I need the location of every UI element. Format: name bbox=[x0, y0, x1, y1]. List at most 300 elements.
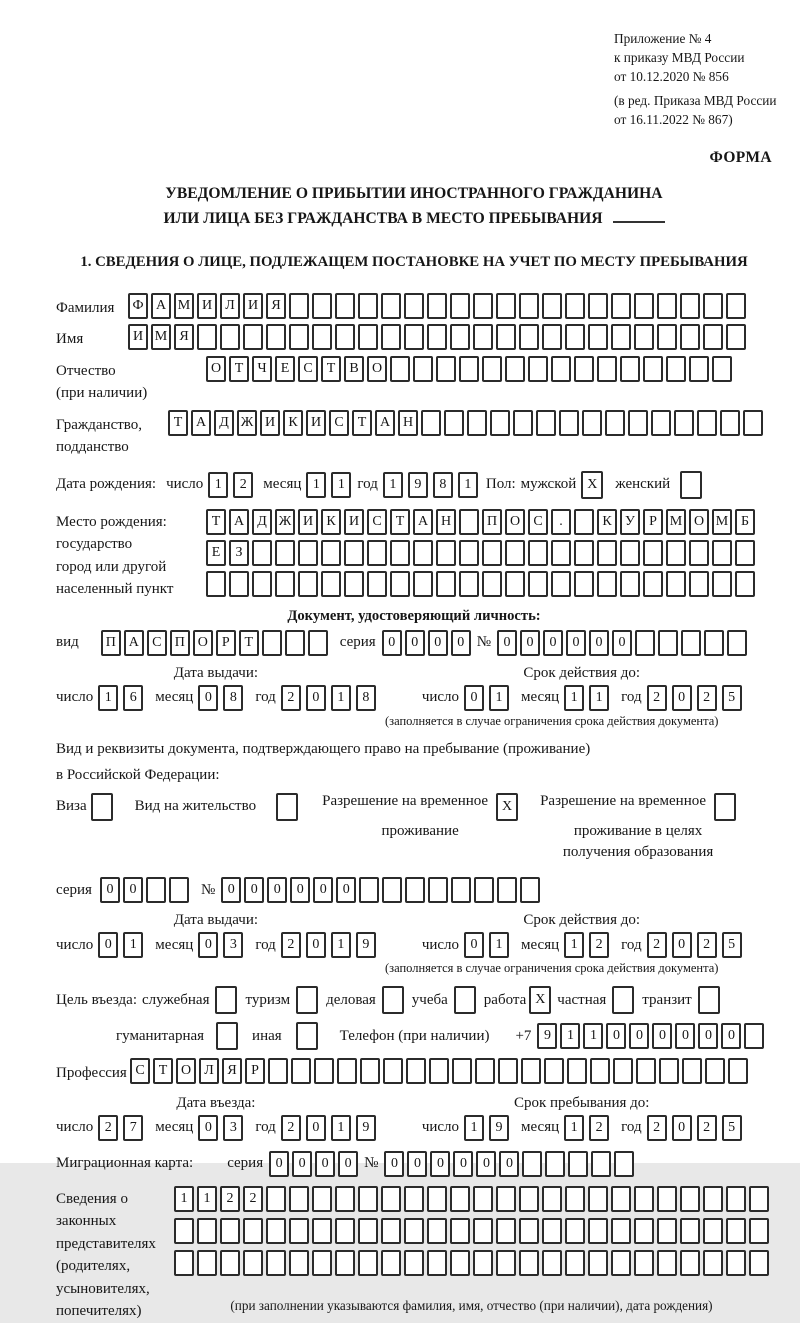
char-box[interactable] bbox=[406, 1058, 426, 1084]
char-box[interactable]: 8 bbox=[356, 685, 376, 711]
char-box[interactable] bbox=[520, 877, 540, 903]
char-box[interactable] bbox=[634, 324, 654, 350]
char-box[interactable] bbox=[229, 571, 249, 597]
char-box[interactable]: 0 bbox=[698, 1023, 718, 1049]
char-box[interactable] bbox=[312, 1250, 332, 1276]
char-box[interactable]: Ч bbox=[252, 356, 272, 382]
char-box[interactable]: Т bbox=[390, 509, 410, 535]
char-box[interactable] bbox=[467, 410, 487, 436]
char-box[interactable]: 2 bbox=[243, 1186, 263, 1212]
char-box[interactable] bbox=[243, 1218, 263, 1244]
char-box[interactable] bbox=[590, 1058, 610, 1084]
char-box[interactable]: 3 bbox=[223, 932, 243, 958]
char-box[interactable] bbox=[296, 1022, 318, 1050]
char-box[interactable]: 1 bbox=[98, 685, 118, 711]
char-box[interactable] bbox=[243, 1250, 263, 1276]
char-box[interactable] bbox=[404, 324, 424, 350]
char-box[interactable] bbox=[666, 571, 686, 597]
char-box[interactable]: 0 bbox=[721, 1023, 741, 1049]
char-box[interactable] bbox=[436, 540, 456, 566]
char-box[interactable] bbox=[735, 540, 755, 566]
char-box[interactable] bbox=[611, 324, 631, 350]
char-box[interactable] bbox=[383, 1058, 403, 1084]
char-box[interactable]: 2 bbox=[647, 685, 667, 711]
char-box[interactable] bbox=[544, 1058, 564, 1084]
char-box[interactable]: 1 bbox=[464, 1115, 484, 1141]
char-box[interactable]: 1 bbox=[383, 472, 403, 498]
char-box[interactable] bbox=[404, 1218, 424, 1244]
char-box[interactable] bbox=[620, 356, 640, 382]
char-box[interactable] bbox=[597, 571, 617, 597]
char-box[interactable] bbox=[405, 877, 425, 903]
char-box[interactable] bbox=[344, 540, 364, 566]
char-box[interactable] bbox=[289, 1186, 309, 1212]
char-box[interactable]: З bbox=[229, 540, 249, 566]
char-box[interactable]: 1 bbox=[564, 932, 584, 958]
char-box[interactable] bbox=[726, 324, 746, 350]
char-box[interactable] bbox=[146, 877, 166, 903]
char-box[interactable] bbox=[427, 293, 447, 319]
char-box[interactable] bbox=[381, 1218, 401, 1244]
char-box[interactable] bbox=[657, 1186, 677, 1212]
char-box[interactable] bbox=[427, 1186, 447, 1212]
char-box[interactable]: 1 bbox=[208, 472, 228, 498]
char-box[interactable] bbox=[698, 986, 720, 1014]
char-box[interactable]: 0 bbox=[382, 630, 402, 656]
char-box[interactable] bbox=[413, 571, 433, 597]
char-box[interactable]: О bbox=[176, 1058, 196, 1084]
char-box[interactable]: О bbox=[206, 356, 226, 382]
char-box[interactable] bbox=[634, 1218, 654, 1244]
char-box[interactable]: Б bbox=[735, 509, 755, 535]
char-box[interactable] bbox=[436, 571, 456, 597]
char-box[interactable]: 0 bbox=[338, 1151, 358, 1177]
char-box[interactable] bbox=[450, 1218, 470, 1244]
char-box[interactable] bbox=[519, 1250, 539, 1276]
char-box[interactable] bbox=[421, 410, 441, 436]
char-box[interactable]: 1 bbox=[489, 932, 509, 958]
char-box[interactable]: М bbox=[712, 509, 732, 535]
char-box[interactable] bbox=[574, 509, 594, 535]
char-box[interactable] bbox=[220, 1250, 240, 1276]
char-box[interactable] bbox=[473, 1218, 493, 1244]
char-box[interactable] bbox=[174, 1218, 194, 1244]
char-box[interactable] bbox=[289, 324, 309, 350]
char-box[interactable] bbox=[358, 293, 378, 319]
char-box[interactable] bbox=[404, 1250, 424, 1276]
char-box[interactable]: 2 bbox=[233, 472, 253, 498]
char-box[interactable]: 0 bbox=[428, 630, 448, 656]
char-box[interactable] bbox=[634, 1250, 654, 1276]
char-box[interactable]: 0 bbox=[499, 1151, 519, 1177]
char-box[interactable]: Я bbox=[222, 1058, 242, 1084]
char-box[interactable] bbox=[482, 356, 502, 382]
char-box[interactable] bbox=[360, 1058, 380, 1084]
char-box[interactable] bbox=[703, 293, 723, 319]
char-box[interactable] bbox=[496, 1186, 516, 1212]
char-box[interactable] bbox=[689, 540, 709, 566]
char-box[interactable] bbox=[473, 293, 493, 319]
char-box[interactable]: А bbox=[413, 509, 433, 535]
char-box[interactable]: 0 bbox=[629, 1023, 649, 1049]
char-box[interactable]: Т bbox=[352, 410, 372, 436]
char-box[interactable]: И bbox=[260, 410, 280, 436]
char-box[interactable]: 0 bbox=[430, 1151, 450, 1177]
char-box[interactable] bbox=[312, 1186, 332, 1212]
char-box[interactable] bbox=[266, 1218, 286, 1244]
char-box[interactable] bbox=[720, 410, 740, 436]
char-box[interactable] bbox=[620, 540, 640, 566]
char-box[interactable] bbox=[252, 571, 272, 597]
char-box[interactable] bbox=[298, 540, 318, 566]
char-box[interactable] bbox=[220, 324, 240, 350]
char-box[interactable] bbox=[427, 1250, 447, 1276]
char-box[interactable] bbox=[505, 540, 525, 566]
char-box[interactable] bbox=[551, 571, 571, 597]
char-box[interactable] bbox=[452, 1058, 472, 1084]
char-box[interactable]: 1 bbox=[331, 685, 351, 711]
char-box[interactable] bbox=[680, 471, 702, 499]
char-box[interactable] bbox=[321, 571, 341, 597]
char-box[interactable]: 1 bbox=[174, 1186, 194, 1212]
char-box[interactable] bbox=[726, 1218, 746, 1244]
char-box[interactable]: М bbox=[151, 324, 171, 350]
char-box[interactable] bbox=[266, 324, 286, 350]
char-box[interactable]: 0 bbox=[267, 877, 287, 903]
char-box[interactable] bbox=[749, 1186, 769, 1212]
char-box[interactable]: О bbox=[689, 509, 709, 535]
char-box[interactable] bbox=[542, 1186, 562, 1212]
char-box[interactable] bbox=[496, 1218, 516, 1244]
char-box[interactable] bbox=[429, 1058, 449, 1084]
char-box[interactable]: И bbox=[128, 324, 148, 350]
char-box[interactable]: И bbox=[298, 509, 318, 535]
char-box[interactable]: 2 bbox=[281, 685, 301, 711]
char-box[interactable] bbox=[749, 1218, 769, 1244]
char-box[interactable] bbox=[528, 540, 548, 566]
char-box[interactable]: 2 bbox=[281, 1115, 301, 1141]
char-box[interactable]: И bbox=[344, 509, 364, 535]
char-box[interactable] bbox=[335, 1250, 355, 1276]
char-box[interactable] bbox=[358, 324, 378, 350]
char-box[interactable]: С bbox=[367, 509, 387, 535]
char-box[interactable] bbox=[413, 540, 433, 566]
char-box[interactable] bbox=[519, 324, 539, 350]
char-box[interactable] bbox=[404, 1186, 424, 1212]
char-box[interactable] bbox=[344, 571, 364, 597]
char-box[interactable]: 2 bbox=[98, 1115, 118, 1141]
char-box[interactable] bbox=[726, 1186, 746, 1212]
char-box[interactable]: Ф bbox=[128, 293, 148, 319]
char-box[interactable]: 0 bbox=[315, 1151, 335, 1177]
char-box[interactable]: 6 bbox=[123, 685, 143, 711]
char-box[interactable] bbox=[643, 571, 663, 597]
char-box[interactable] bbox=[312, 324, 332, 350]
char-box[interactable] bbox=[215, 986, 237, 1014]
char-box[interactable]: 1 bbox=[331, 932, 351, 958]
char-box[interactable]: 0 bbox=[464, 685, 484, 711]
char-box[interactable] bbox=[614, 1151, 634, 1177]
char-box[interactable]: 0 bbox=[672, 685, 692, 711]
char-box[interactable]: Т bbox=[168, 410, 188, 436]
char-box[interactable] bbox=[381, 293, 401, 319]
char-box[interactable] bbox=[505, 571, 525, 597]
char-box[interactable] bbox=[298, 571, 318, 597]
char-box[interactable]: И bbox=[243, 293, 263, 319]
char-box[interactable] bbox=[591, 1151, 611, 1177]
char-box[interactable]: 0 bbox=[306, 685, 326, 711]
char-box[interactable]: 1 bbox=[331, 472, 351, 498]
char-box[interactable] bbox=[680, 1250, 700, 1276]
char-box[interactable] bbox=[473, 324, 493, 350]
char-box[interactable] bbox=[682, 1058, 702, 1084]
char-box[interactable] bbox=[275, 540, 295, 566]
char-box[interactable]: 9 bbox=[537, 1023, 557, 1049]
char-box[interactable] bbox=[289, 1218, 309, 1244]
char-box[interactable] bbox=[382, 877, 402, 903]
char-box[interactable]: X bbox=[529, 986, 551, 1014]
char-box[interactable]: Н bbox=[436, 509, 456, 535]
char-box[interactable] bbox=[680, 1186, 700, 1212]
char-box[interactable] bbox=[588, 1218, 608, 1244]
char-box[interactable]: Р bbox=[216, 630, 236, 656]
char-box[interactable]: С bbox=[298, 356, 318, 382]
char-box[interactable] bbox=[545, 1151, 565, 1177]
char-box[interactable]: Ж bbox=[237, 410, 257, 436]
char-box[interactable]: 1 bbox=[489, 685, 509, 711]
char-box[interactable] bbox=[513, 410, 533, 436]
char-box[interactable]: П bbox=[170, 630, 190, 656]
char-box[interactable]: 1 bbox=[589, 685, 609, 711]
char-box[interactable]: X bbox=[581, 471, 603, 499]
char-box[interactable] bbox=[611, 1186, 631, 1212]
char-box[interactable]: Т bbox=[321, 356, 341, 382]
char-box[interactable] bbox=[680, 1218, 700, 1244]
char-box[interactable] bbox=[528, 571, 548, 597]
char-box[interactable]: 7 bbox=[123, 1115, 143, 1141]
char-box[interactable] bbox=[611, 1218, 631, 1244]
char-box[interactable] bbox=[542, 324, 562, 350]
char-box[interactable] bbox=[390, 540, 410, 566]
char-box[interactable]: С bbox=[528, 509, 548, 535]
char-box[interactable] bbox=[252, 540, 272, 566]
char-box[interactable] bbox=[459, 509, 479, 535]
char-box[interactable]: 0 bbox=[290, 877, 310, 903]
char-box[interactable] bbox=[744, 1023, 764, 1049]
char-box[interactable]: К bbox=[321, 509, 341, 535]
char-box[interactable] bbox=[567, 1058, 587, 1084]
char-box[interactable]: 0 bbox=[306, 1115, 326, 1141]
char-box[interactable] bbox=[620, 571, 640, 597]
char-box[interactable] bbox=[689, 356, 709, 382]
char-box[interactable]: С bbox=[130, 1058, 150, 1084]
char-box[interactable]: О bbox=[367, 356, 387, 382]
char-box[interactable]: Т bbox=[206, 509, 226, 535]
char-box[interactable]: В bbox=[344, 356, 364, 382]
char-box[interactable]: 0 bbox=[269, 1151, 289, 1177]
char-box[interactable] bbox=[528, 356, 548, 382]
char-box[interactable] bbox=[206, 571, 226, 597]
char-box[interactable] bbox=[382, 986, 404, 1014]
char-box[interactable]: 5 bbox=[722, 932, 742, 958]
char-box[interactable] bbox=[568, 1151, 588, 1177]
char-box[interactable] bbox=[657, 293, 677, 319]
char-box[interactable] bbox=[643, 356, 663, 382]
char-box[interactable]: 2 bbox=[647, 1115, 667, 1141]
char-box[interactable] bbox=[658, 630, 678, 656]
char-box[interactable] bbox=[565, 1186, 585, 1212]
char-box[interactable]: П bbox=[101, 630, 121, 656]
char-box[interactable] bbox=[312, 293, 332, 319]
char-box[interactable] bbox=[574, 356, 594, 382]
char-box[interactable]: С bbox=[329, 410, 349, 436]
char-box[interactable]: 2 bbox=[697, 932, 717, 958]
char-box[interactable] bbox=[296, 986, 318, 1014]
char-box[interactable]: 0 bbox=[520, 630, 540, 656]
char-box[interactable] bbox=[643, 540, 663, 566]
char-box[interactable] bbox=[473, 1186, 493, 1212]
char-box[interactable]: А bbox=[375, 410, 395, 436]
char-box[interactable] bbox=[498, 1058, 518, 1084]
char-box[interactable]: О bbox=[193, 630, 213, 656]
char-box[interactable] bbox=[703, 324, 723, 350]
char-box[interactable]: Д bbox=[214, 410, 234, 436]
char-box[interactable]: 0 bbox=[675, 1023, 695, 1049]
char-box[interactable]: 8 bbox=[433, 472, 453, 498]
char-box[interactable] bbox=[712, 540, 732, 566]
char-box[interactable]: М bbox=[666, 509, 686, 535]
char-box[interactable] bbox=[390, 356, 410, 382]
char-box[interactable]: 1 bbox=[197, 1186, 217, 1212]
char-box[interactable] bbox=[404, 293, 424, 319]
char-box[interactable]: 0 bbox=[198, 685, 218, 711]
char-box[interactable] bbox=[266, 1186, 286, 1212]
char-box[interactable]: 2 bbox=[589, 932, 609, 958]
char-box[interactable]: Л bbox=[220, 293, 240, 319]
char-box[interactable]: О bbox=[505, 509, 525, 535]
char-box[interactable] bbox=[689, 571, 709, 597]
char-box[interactable] bbox=[454, 986, 476, 1014]
char-box[interactable] bbox=[521, 1058, 541, 1084]
char-box[interactable] bbox=[335, 1218, 355, 1244]
char-box[interactable] bbox=[291, 1058, 311, 1084]
char-box[interactable] bbox=[308, 630, 328, 656]
char-box[interactable] bbox=[712, 356, 732, 382]
char-box[interactable] bbox=[743, 410, 763, 436]
char-box[interactable] bbox=[444, 410, 464, 436]
char-box[interactable]: 1 bbox=[564, 1115, 584, 1141]
char-box[interactable]: X bbox=[496, 793, 518, 821]
char-box[interactable]: Т bbox=[153, 1058, 173, 1084]
char-box[interactable] bbox=[680, 324, 700, 350]
char-box[interactable] bbox=[450, 1250, 470, 1276]
char-box[interactable] bbox=[216, 1022, 238, 1050]
char-box[interactable] bbox=[413, 356, 433, 382]
char-box[interactable] bbox=[427, 324, 447, 350]
char-box[interactable]: Р bbox=[245, 1058, 265, 1084]
char-box[interactable] bbox=[358, 1186, 378, 1212]
char-box[interactable] bbox=[497, 877, 517, 903]
char-box[interactable]: 8 bbox=[223, 685, 243, 711]
char-box[interactable] bbox=[597, 356, 617, 382]
char-box[interactable]: 2 bbox=[589, 1115, 609, 1141]
char-box[interactable]: У bbox=[620, 509, 640, 535]
char-box[interactable] bbox=[726, 1250, 746, 1276]
char-box[interactable]: С bbox=[147, 630, 167, 656]
char-box[interactable]: 9 bbox=[408, 472, 428, 498]
char-box[interactable] bbox=[473, 1250, 493, 1276]
char-box[interactable] bbox=[659, 1058, 679, 1084]
char-box[interactable] bbox=[450, 324, 470, 350]
char-box[interactable] bbox=[634, 293, 654, 319]
char-box[interactable] bbox=[496, 293, 516, 319]
char-box[interactable]: 0 bbox=[384, 1151, 404, 1177]
char-box[interactable]: 2 bbox=[697, 1115, 717, 1141]
char-box[interactable] bbox=[450, 1186, 470, 1212]
char-box[interactable]: Ж bbox=[275, 509, 295, 535]
char-box[interactable]: Р bbox=[643, 509, 663, 535]
char-box[interactable]: 0 bbox=[123, 877, 143, 903]
char-box[interactable]: 9 bbox=[489, 1115, 509, 1141]
char-box[interactable]: 0 bbox=[98, 932, 118, 958]
char-box[interactable]: 2 bbox=[220, 1186, 240, 1212]
char-box[interactable] bbox=[657, 1250, 677, 1276]
char-box[interactable] bbox=[519, 1218, 539, 1244]
char-box[interactable]: 0 bbox=[672, 932, 692, 958]
char-box[interactable] bbox=[459, 571, 479, 597]
char-box[interactable]: 9 bbox=[356, 932, 376, 958]
char-box[interactable]: 3 bbox=[223, 1115, 243, 1141]
char-box[interactable]: 0 bbox=[306, 932, 326, 958]
char-box[interactable] bbox=[335, 324, 355, 350]
char-box[interactable] bbox=[565, 324, 585, 350]
char-box[interactable]: М bbox=[174, 293, 194, 319]
char-box[interactable]: 0 bbox=[589, 630, 609, 656]
char-box[interactable] bbox=[312, 1218, 332, 1244]
char-box[interactable]: Я bbox=[174, 324, 194, 350]
char-box[interactable] bbox=[289, 1250, 309, 1276]
char-box[interactable]: 0 bbox=[313, 877, 333, 903]
char-box[interactable] bbox=[359, 877, 379, 903]
char-box[interactable] bbox=[628, 410, 648, 436]
char-box[interactable]: 0 bbox=[497, 630, 517, 656]
char-box[interactable] bbox=[174, 1250, 194, 1276]
char-box[interactable] bbox=[450, 293, 470, 319]
char-box[interactable] bbox=[381, 1186, 401, 1212]
char-box[interactable] bbox=[666, 540, 686, 566]
char-box[interactable] bbox=[427, 1218, 447, 1244]
char-box[interactable] bbox=[381, 324, 401, 350]
char-box[interactable] bbox=[266, 1250, 286, 1276]
char-box[interactable]: 0 bbox=[672, 1115, 692, 1141]
char-box[interactable] bbox=[276, 793, 298, 821]
char-box[interactable]: 1 bbox=[564, 685, 584, 711]
char-box[interactable] bbox=[367, 571, 387, 597]
char-box[interactable]: И bbox=[197, 293, 217, 319]
char-box[interactable]: И bbox=[306, 410, 326, 436]
char-box[interactable]: А bbox=[124, 630, 144, 656]
char-box[interactable] bbox=[735, 571, 755, 597]
char-box[interactable]: 0 bbox=[198, 932, 218, 958]
char-box[interactable] bbox=[496, 1250, 516, 1276]
char-box[interactable] bbox=[681, 630, 701, 656]
char-box[interactable] bbox=[565, 1250, 585, 1276]
char-box[interactable] bbox=[657, 324, 677, 350]
char-box[interactable] bbox=[390, 571, 410, 597]
char-box[interactable] bbox=[337, 1058, 357, 1084]
char-box[interactable] bbox=[674, 410, 694, 436]
char-box[interactable]: Н bbox=[398, 410, 418, 436]
